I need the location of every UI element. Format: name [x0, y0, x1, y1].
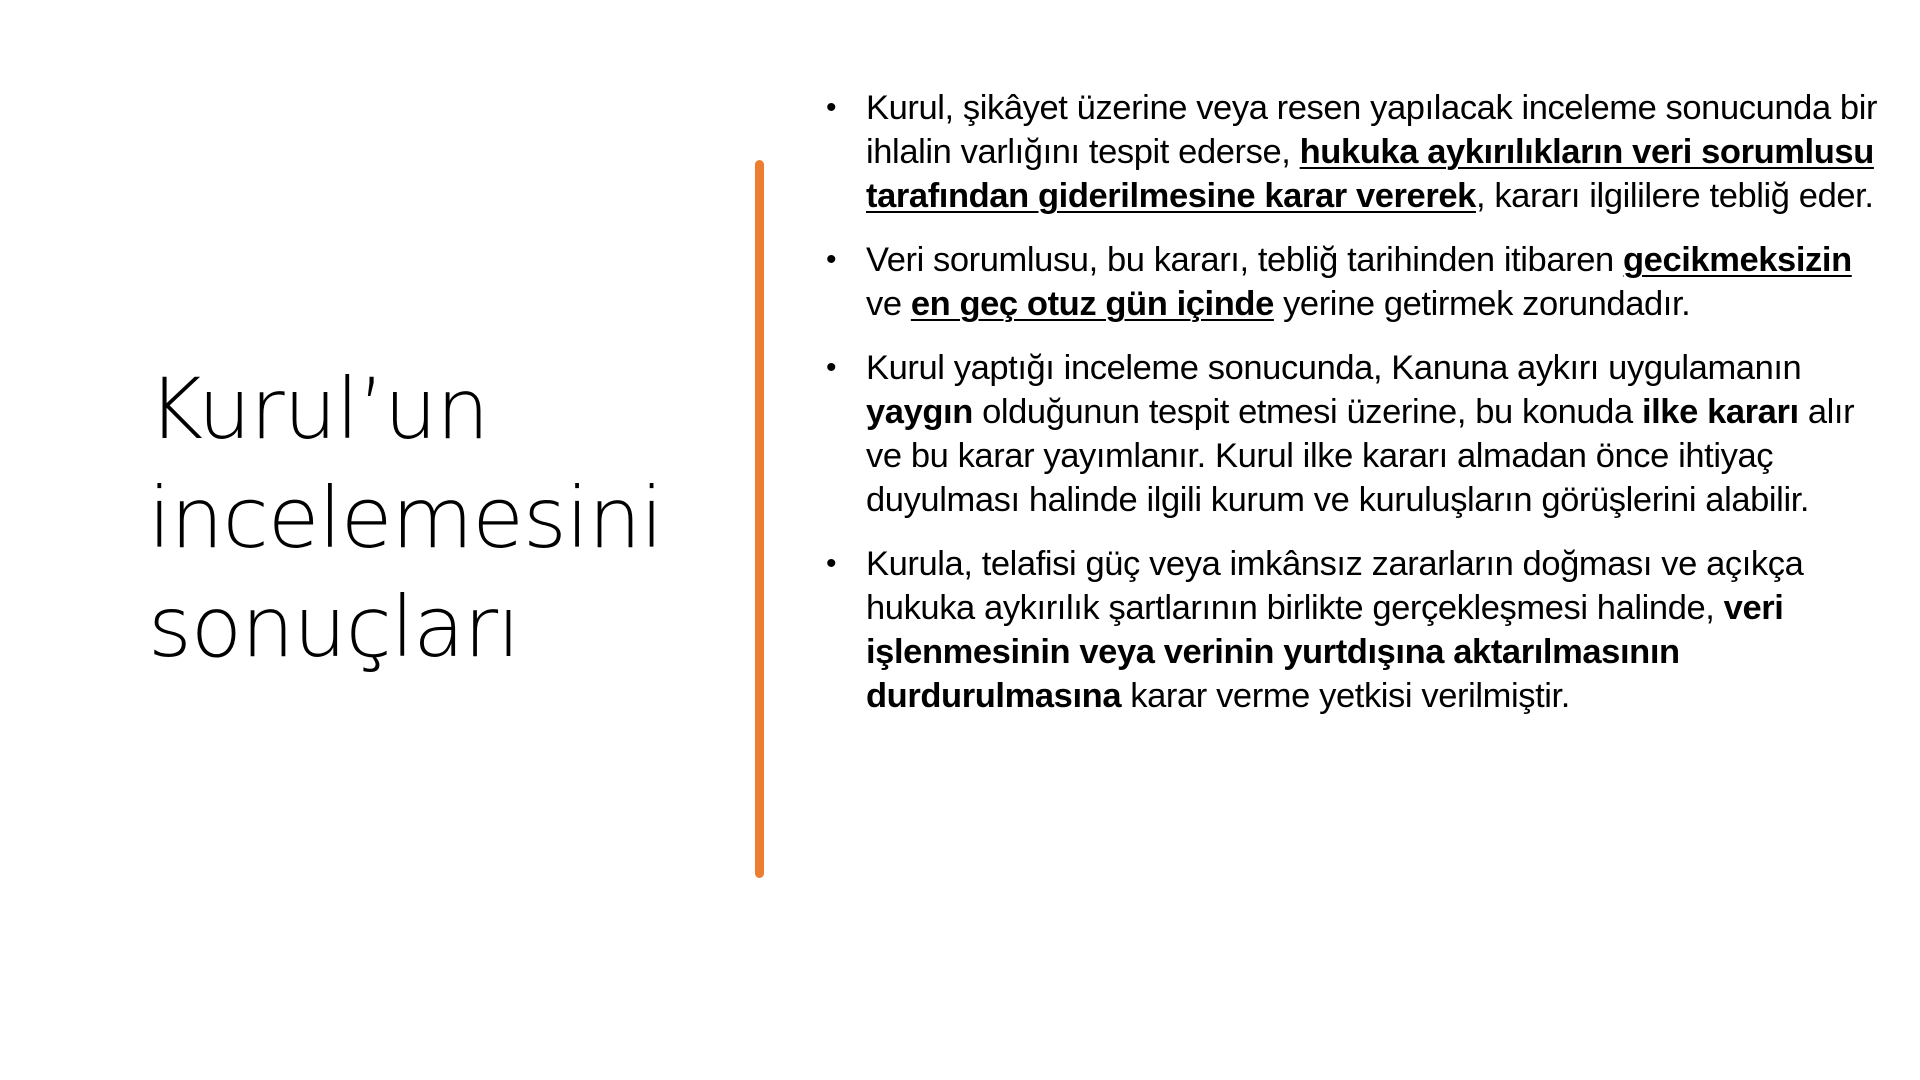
bullet-item — [826, 238, 1886, 326]
emphasis-text: yaygın — [866, 393, 973, 431]
accent-divider — [755, 160, 764, 878]
emphasis-text: gecikmeksizin — [1622, 241, 1852, 279]
emphasis-text: hukuka aykırılıkların veri sorumlusu tarafından giderilmesine karar vererek — [866, 133, 1874, 215]
emphasis-text: veri işlenmesinin veya verinin yurtdışına aktarılmasının durdurulmasına — [866, 589, 1784, 715]
slide-title — [148, 355, 708, 682]
emphasis-text: en geç otuz gün içinde — [910, 285, 1274, 323]
bullet-text: ve — [866, 285, 911, 323]
bullet-text: karar verme yetkisi verilmiştir. — [1121, 677, 1570, 715]
bullet-text: Kurul, şikâyet üzerine veya resen yapılacak inceleme sonucunda bir ihlalin varlığını tespit ederse, — [866, 89, 1878, 171]
bullet-text: Veri sorumlusu, bu kararı, tebliğ tarihinden itibaren — [866, 241, 1623, 279]
bullet-item — [826, 542, 1886, 718]
bullet-item — [826, 86, 1886, 218]
title-line: incelemesini — [148, 469, 663, 567]
bullet-list — [826, 86, 1886, 738]
bullet-text: Kurul yaptığı inceleme sonucunda, Kanuna aykırı uygulamanın — [866, 349, 1802, 387]
title-line: sonuçları — [148, 578, 520, 676]
title-line: Kurul’un — [148, 360, 489, 458]
bullet-text: Kurula, telafisi güç veya imkânsız zararların doğması ve açıkça hukuka aykırılık şartlarının birlikte gerçekleşmesi halinde, — [866, 545, 1804, 627]
bullet-item — [826, 346, 1886, 522]
bullet-text: yerine getirmek zorundadır. — [1273, 285, 1691, 323]
bullet-text: olduğunun tespit etmesi üzerine, bu konuda — [972, 393, 1642, 431]
emphasis-text: ilke kararı — [1641, 393, 1799, 431]
bullet-text: alır ve bu karar yayımlanır. Kurul ilke kararı almadan önce ihtiyaç duyulması halinde ilgili kurum ve kuruluşların görüşlerini alabilir. — [866, 393, 1855, 519]
bullet-text: , kararı ilgililere tebliğ eder. — [1475, 177, 1874, 215]
